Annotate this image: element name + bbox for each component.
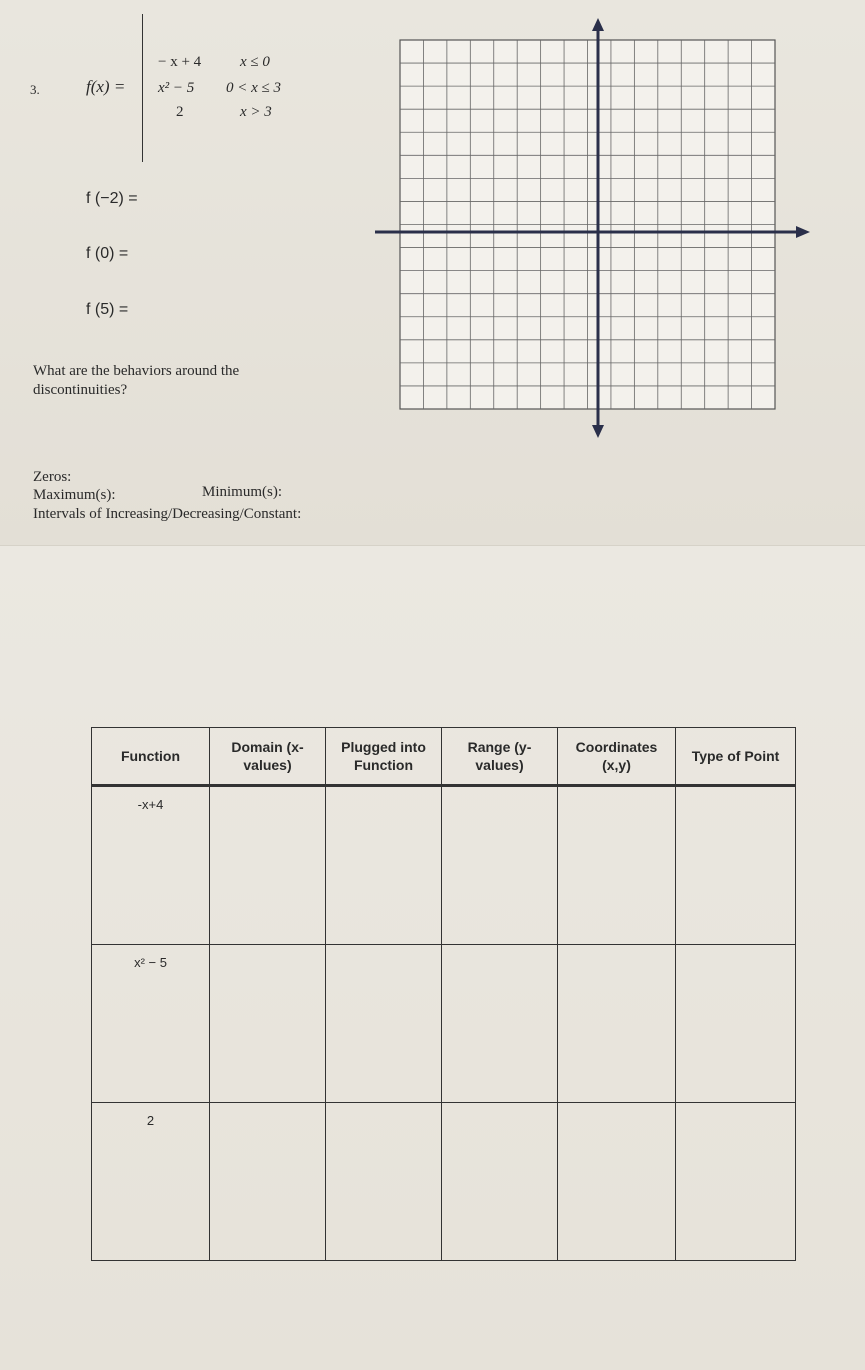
domain-cell[interactable] bbox=[210, 786, 326, 945]
column-header-domain: Domain (x-values) bbox=[210, 728, 326, 786]
coordinates-cell[interactable] bbox=[558, 786, 676, 945]
coordinate-grid bbox=[370, 14, 815, 444]
coordinates-cell[interactable] bbox=[558, 1103, 676, 1261]
column-header-type-of-point: Type of Point bbox=[676, 728, 796, 786]
type-of-point-cell[interactable] bbox=[676, 1103, 796, 1261]
table-row bbox=[92, 786, 796, 945]
evaluation-f-neg2: f (−2) = bbox=[86, 190, 138, 207]
evaluation-f-0: f (0) = bbox=[86, 245, 129, 262]
evaluation-f-5: f (5) = bbox=[86, 301, 129, 318]
table-row bbox=[92, 1103, 796, 1261]
type-of-point-cell[interactable] bbox=[676, 945, 796, 1103]
piece-condition: 0 < x ≤ 3 bbox=[226, 80, 282, 96]
y-axis-arrow-down bbox=[592, 425, 604, 438]
range-cell[interactable] bbox=[442, 1103, 558, 1261]
intervals-label: Intervals of Increasing/Decreasing/Constant: bbox=[33, 506, 302, 522]
table-header-row bbox=[92, 728, 796, 786]
piece-condition: x ≤ 0 bbox=[240, 54, 270, 70]
type-of-point-cell[interactable] bbox=[676, 786, 796, 945]
piece-condition: x > 3 bbox=[240, 104, 272, 120]
plugged-cell[interactable] bbox=[326, 1103, 442, 1261]
piece-expression: 2 bbox=[176, 104, 184, 120]
column-header-coordinates: Coordinates (x,y) bbox=[558, 728, 676, 786]
piece-expression: x² − 5 bbox=[158, 80, 195, 96]
function-cell: x² − 5 bbox=[92, 945, 210, 1103]
problem-number: 3. bbox=[30, 82, 40, 97]
zeros-label: Zeros: bbox=[33, 469, 72, 485]
piece-expression: − x + 4 bbox=[158, 54, 202, 70]
table-row bbox=[92, 945, 796, 1103]
range-cell[interactable] bbox=[442, 786, 558, 945]
plugged-cell[interactable] bbox=[326, 945, 442, 1103]
domain-cell[interactable] bbox=[210, 1103, 326, 1261]
piecewise-brace bbox=[142, 14, 153, 162]
maximum-label: Maximum(s): bbox=[33, 487, 116, 503]
x-axis-arrow bbox=[796, 226, 810, 238]
y-axis-arrow-up bbox=[592, 18, 604, 31]
function-label: f(x) = bbox=[86, 77, 126, 96]
function-cell: -x+4 bbox=[92, 786, 210, 945]
coordinates-cell[interactable] bbox=[558, 945, 676, 1103]
function-analysis-table bbox=[91, 727, 796, 1261]
plugged-cell[interactable] bbox=[326, 786, 442, 945]
domain-cell[interactable] bbox=[210, 945, 326, 1103]
range-cell[interactable] bbox=[442, 945, 558, 1103]
minimum-label: Minimum(s): bbox=[202, 484, 283, 500]
column-header-plugged: Plugged into Function bbox=[326, 728, 442, 786]
column-header-function: Function bbox=[92, 728, 210, 786]
discontinuity-question: What are the behaviors around the discontinuities? bbox=[33, 363, 240, 398]
column-header-range: Range (y-values) bbox=[442, 728, 558, 786]
function-cell: 2 bbox=[92, 1103, 210, 1261]
